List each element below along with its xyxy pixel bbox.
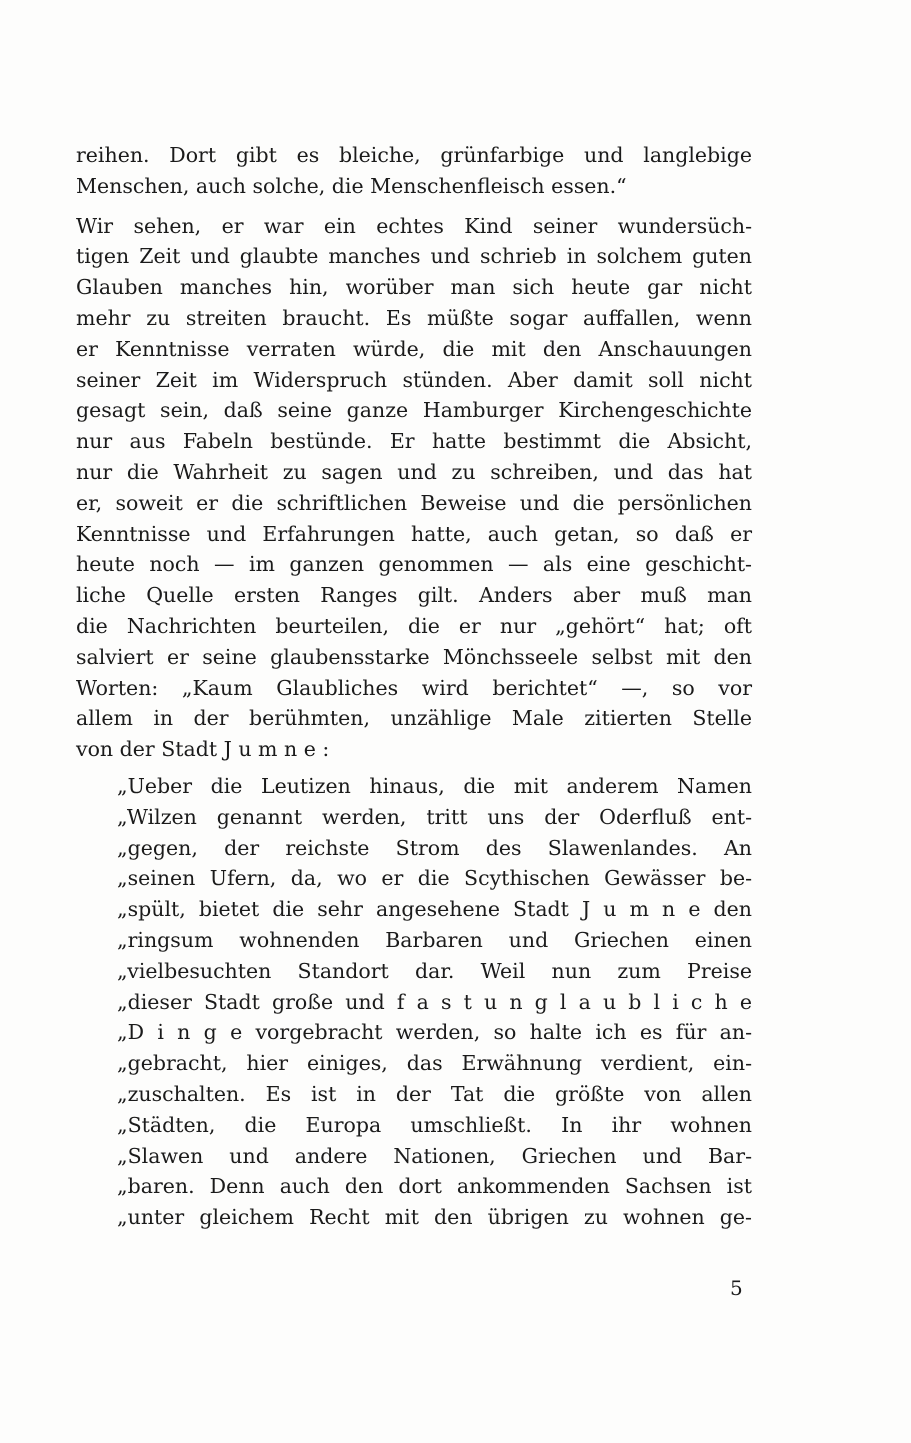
text-line: liche Quelle ersten Ranges gilt. Anders aber muß man	[76, 583, 752, 608]
page-number: 5	[730, 1276, 743, 1300]
quote-line: „Städten, die Europa umschließt. In ihr wohnen	[117, 1112, 752, 1137]
text-line: er Kenntnisse verraten würde, die mit den Anschauungen	[76, 336, 752, 361]
text-line: Kenntnisse und Erfahrungen hatte, auch getan, so daß er	[76, 521, 752, 546]
text-line: salviert er seine glaubensstarke Mönchsseele selbst mit den	[76, 644, 752, 669]
text-line: die Nachrichten beurteilen, die er nur „gehört“ hat; oft	[76, 613, 752, 638]
text-line: tigen Zeit und glaubte manches und schrieb in solchem guten	[76, 244, 752, 269]
text-line: seiner Zeit im Widerspruch stünden. Aber damit soll nicht	[76, 367, 752, 392]
quote-line: „gebracht, hier einiges, das Erwähnung verdient, ein-	[117, 1051, 752, 1076]
quote-line: „vielbesuchten Standort dar. Weil nun zum Preise	[117, 958, 752, 983]
quote-line: „Wilzen genannt werden, tritt uns der Oderfluß ent-	[117, 804, 752, 829]
text-line: Glauben manches hin, worüber man sich heute gar nicht	[76, 275, 752, 300]
block-quote	[76, 771, 752, 1233]
quote-line: „Slawen und andere Nationen, Griechen und Bar-	[117, 1143, 752, 1168]
quote-line: „spült, bietet die sehr angesehene Stadt J u m n e den	[117, 897, 752, 922]
page-text	[76, 140, 752, 1233]
text-line: er, soweit er die schriftlichen Beweise und die persönlichen	[76, 490, 752, 515]
paragraph-2	[76, 211, 752, 765]
text-line: reihen. Dort gibt es bleiche, grünfarbige und langlebige	[76, 143, 752, 167]
text-line: nur die Wahrheit zu sagen und zu schreiben, und das hat	[76, 459, 752, 484]
quote-line: „gegen, der reichste Strom des Slawenlandes. An	[117, 835, 752, 860]
text-line: Worten: „Kaum Glaubliches wird berichtet“ —, so vor	[76, 675, 752, 700]
text-line: heute noch — im ganzen genommen — als eine geschicht-	[76, 552, 752, 577]
quote-line: „dieser Stadt große und f a s t u n g l a u b l i c h e	[117, 989, 752, 1014]
quote-line: „zuschalten. Es ist in der Tat die größte von allen	[117, 1081, 752, 1106]
text-line: von der Stadt J u m n e :	[76, 737, 330, 762]
quote-line: „unter gleichem Recht mit den übrigen zu wohnen ge-	[117, 1205, 752, 1230]
quote-line: „seinen Ufern, da, wo er die Scythischen Gewässer be-	[117, 866, 752, 891]
text-line: Wir sehen, er war ein echtes Kind seiner wundersüch-	[76, 213, 752, 238]
text-line: allem in der berühmten, unzählige Male zitierten Stelle	[76, 706, 752, 731]
quote-line: „Ueber die Leutizen hinaus, die mit anderem Namen	[117, 773, 752, 798]
text-line: mehr zu streiten braucht. Es müßte sogar auffallen, wenn	[76, 305, 752, 330]
quote-line: „baren. Denn auch den dort ankommenden Sachsen ist	[117, 1174, 752, 1199]
quote-line: „D i n g e vorgebracht werden, so halte ich es für an-	[117, 1020, 752, 1045]
text-line: gesagt sein, daß seine ganze Hamburger Kirchengeschichte	[76, 398, 752, 423]
paragraph-1	[76, 140, 752, 202]
text-line: Menschen, auch solche, die Menschenfleisch essen.“	[76, 173, 627, 198]
text-line: nur aus Fabeln bestünde. Er hatte bestimmt die Absicht,	[76, 429, 752, 454]
quote-line: „ringsum wohnenden Barbaren und Griechen einen	[117, 927, 752, 952]
